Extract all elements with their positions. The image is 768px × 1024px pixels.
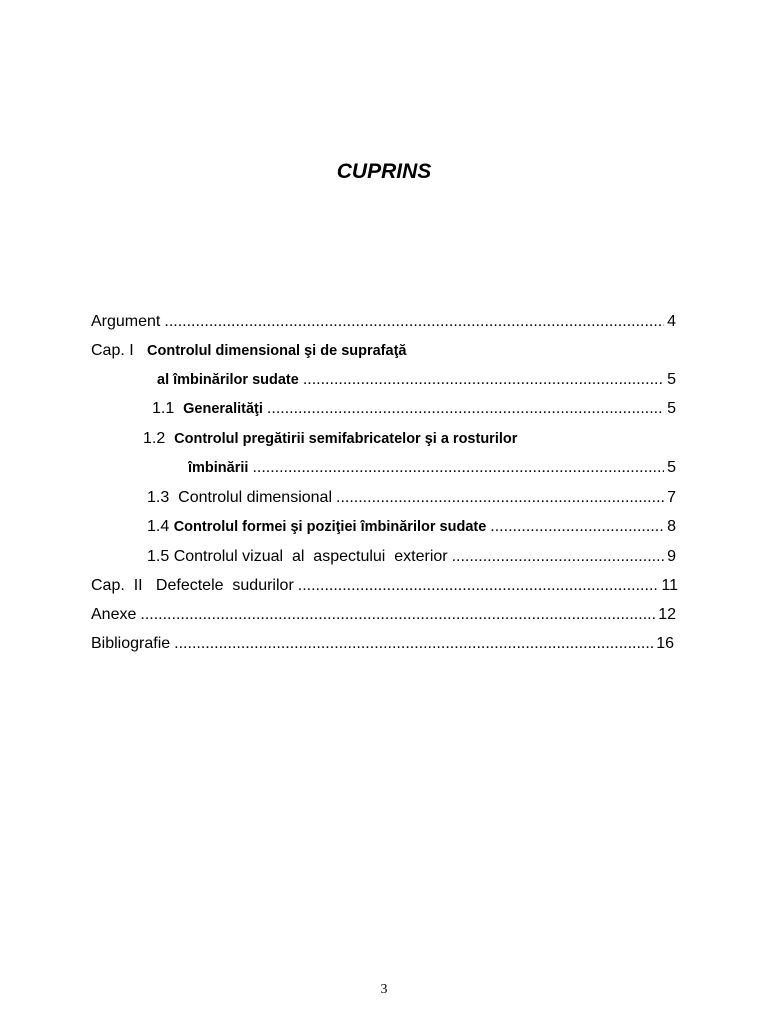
toc-prefix: 1.5 xyxy=(147,548,174,565)
toc-entry-cap1 xyxy=(91,341,676,361)
toc-prefix: Cap. I xyxy=(91,342,148,359)
document-title: CUPRINS xyxy=(336,160,432,183)
toc-entry-bibliografie xyxy=(91,634,674,654)
toc-entry-cap1-continued xyxy=(157,370,676,390)
toc-page: 5 xyxy=(667,400,676,417)
toc-page: 4 xyxy=(667,313,676,330)
toc-page: 7 xyxy=(667,489,676,506)
toc-leader-dots xyxy=(267,399,664,419)
toc-leader-dots xyxy=(490,517,664,537)
toc-prefix: 1.2 xyxy=(143,430,175,447)
toc-leader-dots xyxy=(336,488,664,508)
toc-leader-dots xyxy=(252,458,664,478)
toc-label: Controlul vizual al aspectului exterior xyxy=(173,548,448,565)
toc-label: Defectele sudurilor xyxy=(155,577,294,594)
toc-entry-anexe xyxy=(91,605,676,625)
toc-entry-argument xyxy=(91,312,676,332)
toc-prefix: 1.4 xyxy=(147,518,174,535)
toc-leader-dots xyxy=(452,547,665,567)
toc-label: Generalităţi xyxy=(183,401,263,417)
toc-page: 11 xyxy=(661,577,678,594)
toc-page: 9 xyxy=(667,548,676,565)
page-number: 3 xyxy=(380,982,388,997)
toc-entry-1-1 xyxy=(152,399,676,419)
toc-page: 5 xyxy=(667,371,676,388)
toc-leader-dots xyxy=(298,576,659,596)
toc-leader-dots xyxy=(174,634,653,654)
toc-prefix: Cap. II xyxy=(91,577,156,594)
toc-page: 8 xyxy=(667,518,676,535)
toc-entry-1-2 xyxy=(143,429,676,449)
toc-leader-dots xyxy=(140,605,655,625)
toc-entry-1-5 xyxy=(147,547,676,567)
toc-label: Argument xyxy=(91,313,161,330)
toc-leader-dots xyxy=(164,312,664,332)
toc-label: Bibliografie xyxy=(91,635,171,652)
toc-entry-1-2-continued xyxy=(188,458,676,478)
toc-entry-1-4 xyxy=(147,517,676,537)
toc-prefix: 1.3 xyxy=(147,489,179,506)
toc-leader-dots xyxy=(303,370,664,390)
toc-label: Controlul dimensional şi de suprafaţă xyxy=(147,343,407,359)
toc-prefix: 1.1 xyxy=(152,400,184,417)
toc-entry-cap2 xyxy=(91,576,678,596)
toc-page: 16 xyxy=(656,635,674,652)
toc-page: 12 xyxy=(658,606,676,623)
toc-page: 5 xyxy=(667,459,676,476)
toc-label: al îmbinărilor sudate xyxy=(157,372,299,388)
toc-label: Controlul pregătirii semifabricatelor şi a rosturilor xyxy=(174,431,518,447)
toc-label: Anexe xyxy=(91,606,137,623)
toc-label: îmbinării xyxy=(188,460,249,476)
toc-label: Controlul formei şi poziţiei îmbinărilor sudate xyxy=(173,519,487,535)
toc-label: Controlul dimensional xyxy=(178,489,332,506)
toc-entry-1-3 xyxy=(147,488,676,508)
